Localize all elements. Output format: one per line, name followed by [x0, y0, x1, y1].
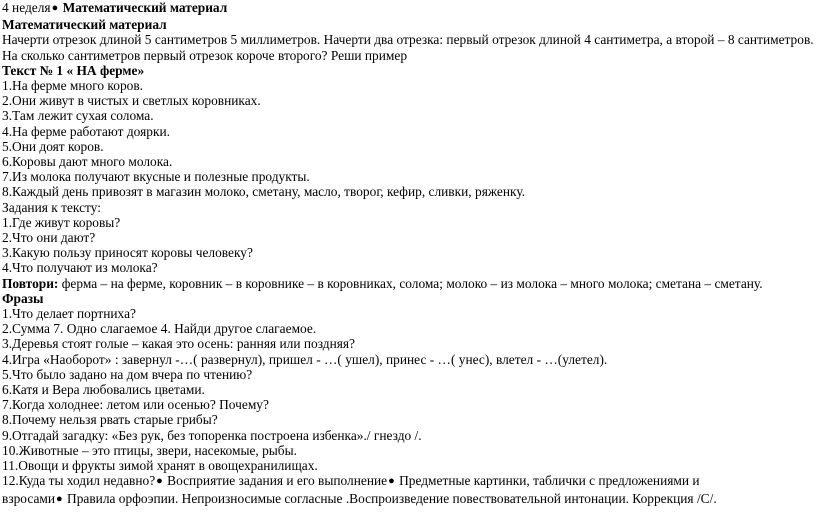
math-heading-text: Математический материал	[2, 17, 167, 33]
text1-line: 3.Там лежит сухая солома.	[2, 108, 154, 124]
text1-line: 4.На ферме работают доярки.	[2, 123, 170, 139]
bullet-icon: ●	[388, 475, 395, 488]
bullet-icon: ●	[51, 2, 59, 14]
task-line: 1.Где живут коровы?	[2, 214, 121, 230]
week-header	[2, 0, 814, 17]
text1-line: 1.На ферме много коров.	[2, 78, 143, 94]
phrase-line: 4.Игра «Наоборот» : завернул -…( развернул), пришел - …( ушел), принес - …( унес), влетел - …(улетел).	[2, 351, 608, 367]
task-line: 2.Что они дают?	[2, 230, 96, 246]
math-heading	[2, 17, 814, 32]
phrase-line: 5.Что было задано на дом вчера по чтению?	[2, 366, 253, 382]
phrases-heading	[2, 291, 814, 306]
phrase-line: 10.Животные – это птицы, звери, насекомые, рыбы.	[2, 442, 297, 458]
week-label: 4 неделя	[2, 0, 51, 15]
materials-text: Предметные картинки, таблички с предложениями и	[395, 473, 700, 489]
document-page	[2, 0, 814, 508]
repeat-label: Повтори:	[2, 275, 59, 291]
task-line: 3.Какую пользу приносят коровы человеку?	[2, 245, 253, 261]
text1-title-text: Текст № 1 « НА ферме»	[2, 62, 145, 78]
materials-text-cont: взросами	[2, 490, 56, 506]
activity-text: Восприятие задания и его выполнение	[163, 473, 388, 489]
bullet-icon: ●	[56, 492, 63, 505]
orthoepy-text: Правила орфоэпии. Непроизносимые согласные .Воспроизведение повествовательной интонации. Коррекция /С/.	[63, 490, 717, 506]
phrase-line: 7.Когда холоднее: летом или осенью? Почему?	[2, 397, 269, 413]
phrases-heading-text: Фразы	[2, 290, 44, 306]
phrase-line: 9.Отгадай загадку: «Без рук, без топоренка построена избенка»./ гнездо /.	[2, 427, 422, 443]
phrase-line: 2.Сумма 7. Одно слагаемое 4. Найди другое слагаемое.	[2, 321, 317, 337]
text1-title	[2, 63, 814, 78]
phrase-line-last	[2, 473, 814, 490]
text1-line: 2.Они живут в чистых и светлых коровниках.	[2, 93, 261, 109]
phrase-line: 8.Почему нельзя рвать старые грибы?	[2, 412, 218, 428]
phrase-line: 1.Что делает портниха?	[2, 306, 136, 322]
bullet-icon: ●	[156, 475, 163, 488]
subject-label: Математический материал	[62, 0, 228, 15]
phrase-12-text: 12.Куда ты ходил недавно?	[2, 473, 156, 489]
phrase-line: 3.Деревья стоят голые – какая это осень: ранняя или поздняя?	[2, 336, 356, 352]
phrase-line: 11.Овощи и фрукты зимой хранят в овощехранилищах.	[2, 458, 318, 474]
math-task: Начерти отрезок длиной 5 сантиметров 5 миллиметров. Начерти два отрезка: первый отрезок длиной 4 сантиметра, а второй – 8 сантиметров. На сколько сантиметров первый отрезок короче второго? Реши пример	[2, 32, 814, 63]
text1-line: 5.Они доят коров.	[2, 138, 104, 154]
repeat-line	[2, 276, 814, 291]
text1-line: 8.Каждый день привозят в магазин молоко, сметану, масло, творог, кефир, сливки, ряженку.	[2, 184, 526, 200]
tasks-heading: Задания к тексту:	[2, 199, 101, 215]
repeat-text: ферма – на ферме, коровник – в коровнике – в коровниках, солома; молоко – из молока – много молока; сметана – сметану.	[58, 275, 763, 291]
task-line: 4.Что получают из молока?	[2, 260, 158, 276]
phrase-line: 6.Катя и Вера любовались цветами.	[2, 382, 205, 398]
text1-line: 7.Из молока получают вкусные и полезные продукты.	[2, 169, 310, 185]
phrase-line-continuation	[2, 491, 814, 508]
text1-line: 6.Коровы дают много молока.	[2, 154, 173, 170]
